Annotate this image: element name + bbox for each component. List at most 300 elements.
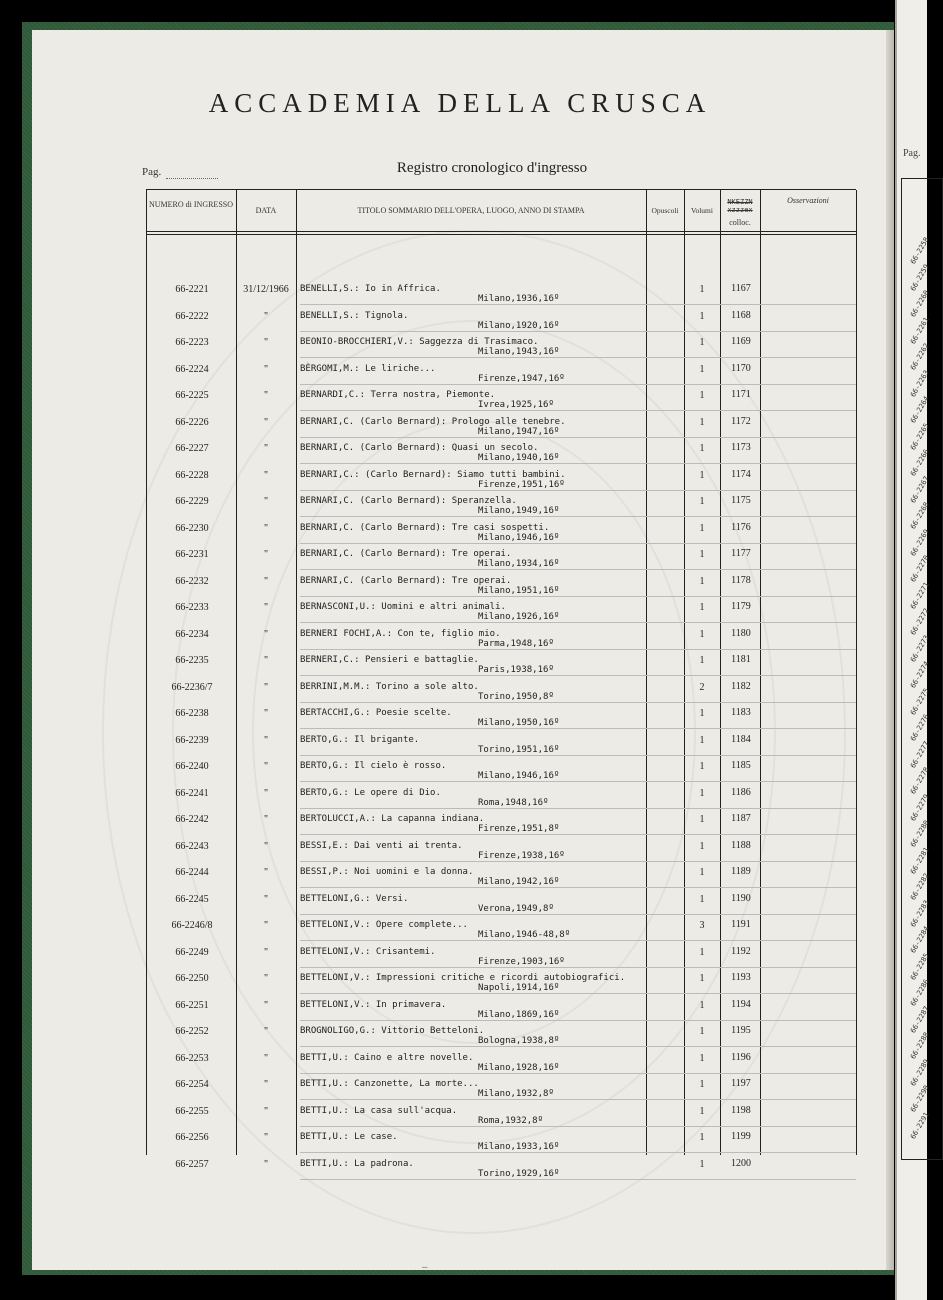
- entry-date: ": [263, 946, 269, 958]
- next-page-entry-number: 66-2268: [909, 500, 931, 531]
- header-rule: [146, 231, 856, 232]
- row-rule: [300, 887, 856, 888]
- entry-number: 66-2254: [175, 1079, 209, 1090]
- entry-collocation: 1188: [731, 839, 751, 851]
- entry-number: 66-2241: [175, 787, 209, 799]
- entry-collocation: 1191: [731, 919, 751, 930]
- next-page-entry-number: 66-2278: [909, 765, 931, 796]
- entry-title: BENELLI,S.: Io in Affrica.: [300, 284, 441, 294]
- next-page-pag-label: Pag.: [903, 148, 921, 159]
- entry-date: 31/12/1966: [243, 284, 289, 295]
- row-rule: [300, 357, 856, 358]
- entry-date: ": [263, 840, 269, 852]
- entry-collocation: 1198: [731, 1104, 751, 1116]
- entry-volumes: 1: [699, 1158, 705, 1170]
- entry-collocation: 1196: [731, 1051, 751, 1063]
- row-rule: [300, 940, 856, 941]
- entry-collocation: 1197: [731, 1078, 751, 1089]
- entry-volumes: 1: [699, 655, 705, 666]
- entry-number: 66-2257: [175, 1158, 209, 1170]
- entry-collocation: 1180: [731, 627, 751, 639]
- table-row: [146, 996, 856, 1022]
- entry-date: ": [263, 549, 269, 560]
- entry-place-year: Milano,1932,8º: [478, 1089, 554, 1099]
- entry-place-year: Milano,1933,16º: [478, 1142, 560, 1152]
- entry-place-year: Milano,1951,16º: [478, 585, 560, 596]
- entry-date: ": [263, 575, 269, 587]
- table-row: [146, 810, 856, 836]
- table-row: [146, 519, 856, 545]
- entry-collocation: 1167: [731, 283, 751, 294]
- entry-volumes: 1: [699, 443, 705, 454]
- entry-title: BERNARDI,C.: Terra nostra, Piemonte.: [300, 390, 496, 400]
- entry-date: ": [263, 787, 269, 799]
- entry-place-year: Milano,1950,16º: [478, 718, 560, 728]
- col-header-colloc: colloc.: [729, 218, 751, 227]
- entry-title: BESSI,P.: Noi uomini e la donna.: [300, 867, 474, 877]
- next-page-entry-number: 66-2284: [909, 924, 931, 955]
- col-header-osservazioni: Osservazioni: [787, 196, 829, 205]
- entry-place-year: Firenze,1951,16º: [478, 479, 565, 490]
- entry-volumes: 1: [699, 575, 705, 587]
- entry-collocation: 1182: [731, 680, 751, 692]
- row-rule: [300, 834, 856, 835]
- next-page-entry-number: 66-2271: [909, 580, 931, 611]
- entry-collocation: 1184: [731, 733, 751, 745]
- entry-volumes: 1: [699, 734, 705, 746]
- entry-date: ": [263, 893, 269, 905]
- next-page-entry-number: 66-2288: [909, 1030, 931, 1061]
- entry-place-year: Milano,1926,16º: [478, 612, 560, 622]
- entry-date: ": [263, 1105, 269, 1117]
- entry-date: ": [263, 469, 269, 481]
- entry-title: BERTO,G.: Il cielo è rosso.: [300, 761, 447, 771]
- col-header-numero: NUMERO di INGRESSO: [148, 200, 233, 209]
- table-row: [146, 863, 856, 889]
- entry-volumes: 1: [699, 549, 705, 560]
- row-rule: [300, 861, 856, 862]
- entry-collocation: 1170: [731, 362, 751, 374]
- entry-collocation: 1181: [731, 654, 751, 665]
- entry-title: BERNERI FOCHI,A.: Con te, figlio mio.: [300, 628, 501, 639]
- entry-volumes: 1: [699, 893, 705, 905]
- entry-number: 66-2238: [175, 708, 209, 719]
- col-header-opuscoli: Opuscoli: [651, 206, 679, 215]
- entry-collocation: 1174: [731, 468, 751, 480]
- entry-number: 66-2245: [175, 893, 209, 905]
- entry-title: BERNARI,C. (Carlo Bernard): Quasi un secolo.: [300, 443, 539, 453]
- table-row: [146, 837, 856, 863]
- entry-place-year: Milano,1946,16º: [478, 532, 560, 543]
- row-rule: [300, 993, 856, 994]
- table-row: [146, 572, 856, 598]
- next-page-entry-number: 66-2277: [909, 739, 931, 770]
- entry-collocation: 1185: [731, 760, 751, 771]
- entry-place-year: Milano,1946,16º: [478, 771, 560, 781]
- entry-collocation: 1194: [731, 998, 751, 1010]
- table-row: [146, 704, 856, 730]
- row-rule: [300, 463, 856, 464]
- entry-title: BERNARI,C. (Carlo Bernard): Tre operai.: [300, 549, 512, 559]
- entry-title: BERNARI,C.: (Carlo Bernard): Siamo tutti bambini.: [300, 469, 566, 480]
- register-page: [32, 30, 888, 1273]
- entry-date: ": [263, 761, 269, 772]
- next-page-entry-number: 66-2259: [909, 262, 931, 293]
- entry-place-year: Milano,1943,16º: [478, 347, 560, 357]
- row-rule: [300, 675, 856, 676]
- entry-date: ": [263, 708, 269, 719]
- next-page-entry-number: 66-2290: [909, 1083, 931, 1114]
- table-row: [146, 731, 856, 757]
- entry-date: ": [263, 363, 269, 375]
- entry-collocation: 1175: [731, 495, 751, 506]
- entry-number: 66-2253: [175, 1052, 209, 1064]
- entry-volumes: 1: [699, 787, 705, 799]
- entry-volumes: 1: [699, 1105, 705, 1117]
- col-header-titolo: TITOLO SOMMARIO DELL'OPERA, LUOGO, ANNO DI STAMPA: [357, 206, 585, 215]
- entry-title: BETTI,U.: La casa sull'acqua.: [300, 1105, 458, 1116]
- entry-volumes: 1: [699, 496, 705, 507]
- table-row: [146, 360, 856, 386]
- entry-collocation: 1190: [731, 892, 751, 904]
- entry-volumes: 1: [699, 1079, 705, 1090]
- row-rule: [300, 967, 856, 968]
- entry-title: BETTELONI,V.: Crisantemi.: [300, 946, 436, 957]
- entry-place-year: Firenze,1951,8º: [478, 824, 560, 834]
- row-rule: [300, 490, 856, 491]
- column-divider: [856, 190, 857, 1155]
- next-page-entry-number: 66-2281: [909, 845, 931, 876]
- next-page-entry-number: 66-2291: [909, 1110, 931, 1141]
- next-page-entry-number: 66-2289: [909, 1057, 931, 1088]
- entry-date: ": [263, 522, 269, 534]
- row-rule: [300, 410, 856, 411]
- entry-volumes: 1: [699, 416, 705, 428]
- row-rule: [300, 702, 856, 703]
- entry-date: ": [263, 390, 269, 401]
- entry-place-year: Roma,1948,16º: [478, 797, 549, 808]
- entry-date: ": [263, 1158, 269, 1170]
- entry-title: BERNARI,C. (Carlo Bernard): Tre operai.: [300, 575, 512, 586]
- entry-title: BERTO,G.: Le opere di Dio.: [300, 787, 441, 798]
- row-rule: [300, 1152, 856, 1153]
- entry-number: 66-2243: [175, 840, 209, 852]
- next-page-entry-number: 66-2279: [909, 792, 931, 823]
- col-header-volumi: Volumi: [691, 206, 713, 215]
- entry-number: 66-2226: [175, 416, 209, 428]
- next-page-entry-number: 66-2262: [909, 341, 931, 372]
- entry-title: BETTELONI,V.: Impressioni critiche e ricordi autobiografici.: [300, 973, 626, 983]
- entry-date: ": [263, 1026, 269, 1037]
- row-rule: [300, 516, 856, 517]
- entry-volumes: 1: [699, 761, 705, 772]
- entry-collocation: 1183: [731, 707, 751, 718]
- entry-volumes: 1: [699, 840, 705, 852]
- row-rule: [300, 1179, 856, 1180]
- page-title: ACCADEMIA DELLA CRUSCA: [208, 88, 712, 118]
- entry-collocation: 1168: [731, 309, 751, 321]
- entry-title: BERRINI,M.M.: Torino a sole alto.: [300, 681, 479, 692]
- entry-number: 66-2231: [175, 549, 209, 560]
- next-page-entry-number: 66-2276: [909, 712, 931, 743]
- entry-title: BERNARI,C. (Carlo Bernard): Tre casi sospetti.: [300, 522, 550, 533]
- entry-date: ": [263, 443, 269, 454]
- entry-number: 66-2246/8: [171, 920, 213, 931]
- entry-number: 66-2223: [175, 337, 209, 348]
- entry-number: 66-2252: [175, 1026, 209, 1037]
- entry-date: ": [263, 310, 269, 322]
- entry-collocation: 1186: [731, 786, 751, 798]
- entry-volumes: 1: [699, 602, 705, 613]
- table-row: [146, 466, 856, 492]
- row-rule: [300, 1020, 856, 1021]
- entry-date: ": [263, 337, 269, 348]
- table-row: [146, 916, 856, 942]
- next-page-entry-number: 66-2266: [909, 447, 931, 478]
- entry-number: 66-2228: [175, 469, 209, 481]
- table-row: [146, 1102, 856, 1128]
- entry-date: ": [263, 602, 269, 613]
- table-row: [146, 651, 856, 677]
- next-page-entry-number: 66-2267: [909, 474, 931, 505]
- row-rule: [300, 755, 856, 756]
- row-rule: [300, 1073, 856, 1074]
- entry-date: ": [263, 1132, 269, 1143]
- entry-place-year: Milano,1947,16º: [478, 426, 560, 437]
- entry-number: 66-2235: [175, 655, 209, 666]
- entry-volumes: 1: [699, 946, 705, 958]
- next-page-entry-number: 66-2283: [909, 898, 931, 929]
- entry-title: BETTI,U.: Le case.: [300, 1132, 398, 1142]
- table-row: [146, 333, 856, 359]
- entry-place-year: Roma,1932,8º: [478, 1115, 544, 1126]
- next-page-entry-number: 66-2273: [909, 633, 931, 664]
- next-page-entry-number: 66-2264: [909, 394, 931, 425]
- entry-number: 66-2232: [175, 575, 209, 587]
- next-page-entry-number: 66-2286: [909, 977, 931, 1008]
- entry-title: BETTELONI,V.: Opere complete...: [300, 920, 468, 930]
- entry-volumes: 1: [699, 1132, 705, 1143]
- entry-date: ": [263, 416, 269, 428]
- entry-title: BEONIO-BROCCHIERI,V.: Saggezza di Trasimaco.: [300, 337, 539, 347]
- page-subtitle: Registro cronologico d'ingresso: [396, 160, 588, 176]
- next-page-entry-number: 66-2261: [909, 315, 931, 346]
- entry-date: ": [263, 999, 269, 1011]
- entry-collocation: 1177: [731, 548, 751, 559]
- next-page-entry-number: 66-2260: [909, 288, 931, 319]
- entry-collocation: 1189: [731, 866, 751, 877]
- entry-number: 66-2255: [175, 1105, 209, 1117]
- next-page-entry-number: 66-2287: [909, 1004, 931, 1035]
- entry-number: 66-2240: [175, 761, 209, 772]
- entry-title: BROGNOLIGO,G.: Vittorio Betteloni.: [300, 1026, 485, 1036]
- table-row: [146, 280, 856, 306]
- entry-number: 66-2250: [175, 973, 209, 984]
- pag-label: Pag.: [142, 166, 162, 178]
- entry-collocation: 1193: [731, 972, 751, 983]
- entry-number: 66-2236/7: [171, 681, 213, 693]
- table-row: [146, 678, 856, 704]
- entry-place-year: Milano,1934,16º: [478, 559, 560, 569]
- row-rule: [300, 808, 856, 809]
- entry-volumes: 1: [699, 363, 705, 375]
- row-rule: [300, 781, 856, 782]
- table-row: [146, 784, 856, 810]
- entry-title: BÈRGOMI,M.: Le liriche...: [300, 363, 436, 374]
- entry-number: 66-2244: [175, 867, 209, 878]
- entry-volumes: 1: [699, 522, 705, 534]
- page-fold: [886, 30, 894, 1270]
- table-row: [146, 757, 856, 783]
- entry-place-year: Torino,1950,8º: [478, 691, 554, 702]
- entry-number: 66-2229: [175, 496, 209, 507]
- entry-number: 66-2234: [175, 628, 209, 640]
- entry-collocation: 1200: [731, 1157, 751, 1169]
- row-rule: [300, 1099, 856, 1100]
- entry-title: BERTACCHI,G.: Poesie scelte.: [300, 708, 452, 718]
- entry-place-year: Firenze,1938,16º: [478, 850, 565, 861]
- entry-number: 66-2230: [175, 522, 209, 534]
- entry-place-year: Milano,1940,16º: [478, 453, 560, 463]
- next-page-entry-number: 66-2274: [909, 659, 931, 690]
- entry-volumes: 2: [699, 681, 705, 693]
- entry-collocation: 1199: [731, 1131, 751, 1142]
- entry-title: BERNARI,C. (Carlo Bernard): Speranzella.: [300, 496, 517, 506]
- entry-collocation: 1171: [731, 389, 751, 400]
- entry-date: ": [263, 655, 269, 666]
- table-row: [146, 625, 856, 651]
- entry-place-year: Torino,1951,16º: [478, 744, 560, 755]
- register-table: [146, 190, 856, 1179]
- row-rule: [300, 304, 856, 305]
- entry-volumes: 1: [699, 999, 705, 1011]
- entry-title: BETTI,U.: La padrona.: [300, 1158, 414, 1169]
- entry-place-year: Napoli,1914,16º: [478, 983, 560, 993]
- entry-volumes: 3: [699, 920, 705, 931]
- entry-title: BETTI,U.: Canzonette, La morte...: [300, 1079, 479, 1089]
- entry-number: 66-2224: [175, 363, 209, 375]
- page-mark: –: [422, 1262, 428, 1273]
- next-page-entry-number: 66-2269: [909, 527, 931, 558]
- row-rule: [300, 596, 856, 597]
- entry-place-year: Paris,1938,16º: [478, 665, 554, 675]
- table-row: [146, 1022, 856, 1048]
- entry-number: 66-2225: [175, 390, 209, 401]
- table-row: [146, 943, 856, 969]
- row-rule: [300, 543, 856, 544]
- entry-place-year: Bologna,1938,8º: [478, 1036, 560, 1046]
- entry-title: BETTI,U.: Caino e altre novelle.: [300, 1052, 474, 1063]
- entry-volumes: 1: [699, 310, 705, 322]
- row-rule: [300, 569, 856, 570]
- table-row: [146, 890, 856, 916]
- entry-place-year: Milano,1928,16º: [478, 1062, 560, 1073]
- entry-place-year: Firenze,1903,16º: [478, 956, 565, 967]
- entry-place-year: Firenze,1947,16º: [478, 373, 565, 384]
- entry-place-year: Milano,1949,16º: [478, 506, 560, 516]
- table-row: [146, 969, 856, 995]
- table-row: [146, 1075, 856, 1101]
- entry-date: ": [263, 681, 269, 693]
- entry-title: BERNARI,C. (Carlo Bernard): Prologo alle tenebre.: [300, 416, 566, 427]
- entry-title: BENELLI,S.: Tignola.: [300, 310, 409, 321]
- entry-date: ": [263, 1079, 269, 1090]
- entry-title: BESSI,E.: Dai venti ai trenta.: [300, 840, 463, 851]
- next-page-entry-number: 66-2272: [909, 606, 931, 637]
- table-row: [146, 413, 856, 439]
- entry-number: 66-2221: [175, 284, 209, 295]
- pag-dotted-line: [166, 178, 218, 179]
- entry-title: BERNASCONI,U.: Uomini e altri animali.: [300, 602, 506, 612]
- entry-title: BETTELONI,G.: Versi.: [300, 893, 409, 904]
- entry-number: 66-2249: [175, 946, 209, 958]
- entry-number: 66-2227: [175, 443, 209, 454]
- entry-place-year: Milano,1946-48,8º: [478, 930, 571, 940]
- row-rule: [300, 914, 856, 915]
- entry-place-year: Milano,1869,16º: [478, 1009, 560, 1020]
- row-rule: [300, 331, 856, 332]
- top-rule: [146, 189, 856, 190]
- entry-volumes: 1: [699, 469, 705, 481]
- table-row: [146, 545, 856, 571]
- entry-volumes: 1: [699, 708, 705, 719]
- entry-place-year: Ivrea,1925,16º: [478, 400, 554, 410]
- entry-volumes: 1: [699, 337, 705, 348]
- entry-place-year: Torino,1929,16º: [478, 1168, 560, 1179]
- entry-place-year: Parma,1948,16º: [478, 638, 554, 649]
- entry-place-year: Milano,1936,16º: [478, 294, 560, 304]
- row-rule: [300, 384, 856, 385]
- entry-volumes: 1: [699, 867, 705, 878]
- next-page-entry-number: 66-2275: [909, 686, 931, 717]
- entry-collocation: 1178: [731, 574, 751, 586]
- entry-volumes: 1: [699, 1026, 705, 1037]
- entry-volumes: 1: [699, 390, 705, 401]
- entry-date: ": [263, 1052, 269, 1064]
- entry-title: BERTOLUCCI,A.: La capanna indiana.: [300, 814, 485, 824]
- entry-collocation: 1179: [731, 601, 751, 612]
- header-rule: [146, 234, 856, 235]
- entry-collocation: 1176: [731, 521, 751, 533]
- entry-collocation: 1195: [731, 1025, 751, 1036]
- next-page-entry-number: 66-2258: [909, 235, 931, 266]
- entry-place-year: Milano,1942,16º: [478, 877, 560, 887]
- entry-place-year: Milano,1920,16º: [478, 320, 560, 331]
- entry-date: ": [263, 867, 269, 878]
- next-page-entry-number: 66-2282: [909, 871, 931, 902]
- entry-volumes: 1: [699, 1052, 705, 1064]
- table-row: [146, 386, 856, 412]
- table-row: [146, 598, 856, 624]
- entry-collocation: 1192: [731, 945, 751, 957]
- next-page-entry-number: 66-2265: [909, 421, 931, 452]
- entry-number: 66-2242: [175, 814, 209, 825]
- entry-date: ": [263, 496, 269, 507]
- row-rule: [300, 437, 856, 438]
- entry-collocation: 1187: [731, 813, 751, 824]
- entry-volumes: 1: [699, 628, 705, 640]
- table-row: [146, 492, 856, 518]
- entry-place-year: Verona,1949,8º: [478, 903, 554, 914]
- entry-collocation: 1172: [731, 415, 751, 427]
- next-page-entry-number: 66-2280: [909, 818, 931, 849]
- entry-number: 66-2251: [175, 999, 209, 1011]
- next-page-entry-number: 66-2270: [909, 553, 931, 584]
- entry-collocation: 1173: [731, 442, 751, 453]
- table-row: [146, 1049, 856, 1075]
- table-row: [146, 1155, 856, 1181]
- entry-date: ": [263, 628, 269, 640]
